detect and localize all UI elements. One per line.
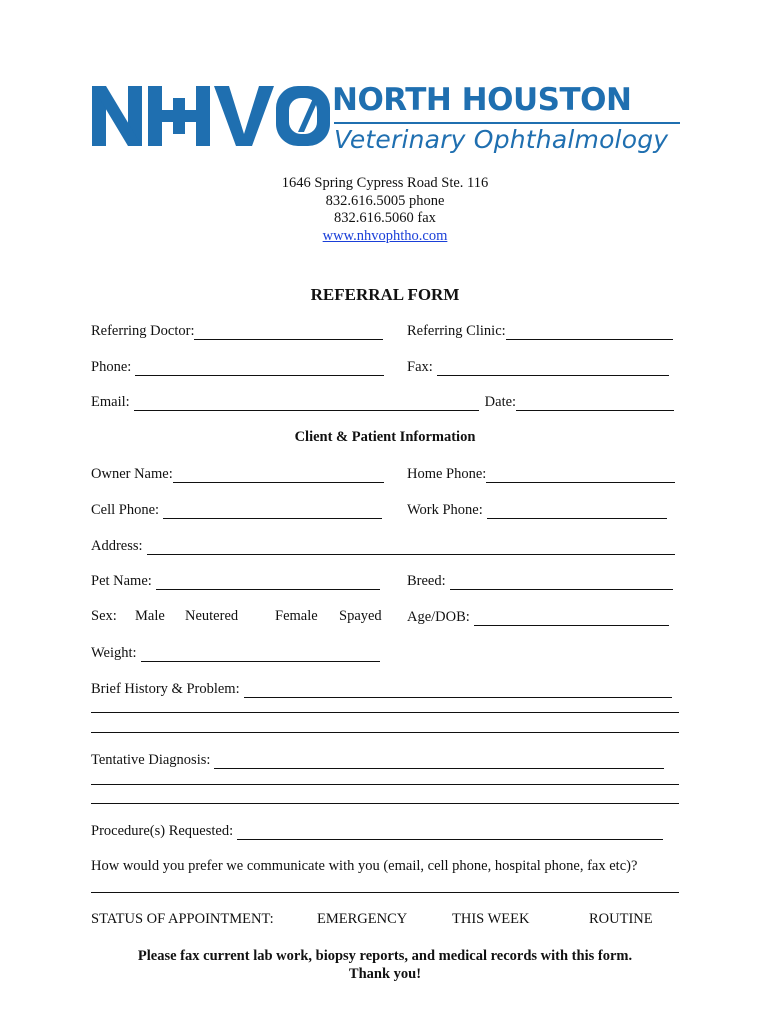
age-dob-line[interactable]	[474, 611, 669, 626]
cell-phone-line[interactable]	[163, 504, 382, 519]
breed-field[interactable]	[407, 572, 673, 590]
sex-option-neutered[interactable]: Neutered	[185, 608, 239, 624]
appointment-option-this-week[interactable]: THIS WEEK	[452, 911, 530, 927]
email-line[interactable]	[134, 396, 479, 411]
owner-name-field[interactable]	[91, 465, 384, 483]
referring-clinic-line[interactable]	[506, 325, 673, 340]
nhvo-logo-mark	[92, 82, 332, 150]
logo-divider	[334, 122, 680, 124]
email-field[interactable]	[91, 393, 674, 411]
form-title: REFERRAL FORM	[310, 285, 460, 304]
communicate-line[interactable]	[91, 892, 679, 893]
work-phone-label: Work Phone:	[407, 502, 483, 518]
website-link[interactable]: www.nhvophtho.com	[322, 227, 448, 244]
referring-doctor-line[interactable]	[194, 325, 383, 340]
logo-mark-text	[92, 82, 95, 83]
sex-label: Sex:	[91, 608, 117, 624]
work-phone-field[interactable]	[407, 501, 667, 519]
sex-option-spayed[interactable]: Spayed	[339, 608, 382, 624]
phone-line[interactable]	[135, 361, 384, 376]
email-label: Email:	[91, 394, 130, 410]
referring-clinic-label: Referring Clinic:	[407, 323, 506, 339]
breed-line[interactable]	[450, 575, 673, 590]
weight-label: Weight:	[91, 645, 137, 661]
logo-name-veterinary: Veterinary Ophthalmology	[334, 125, 669, 154]
home-phone-line[interactable]	[486, 468, 675, 483]
fax-label: Fax:	[407, 359, 433, 375]
footer-note-line1: Please fax current lab work, biopsy reports, and medical records with this form.	[137, 948, 633, 964]
history-line[interactable]	[244, 683, 672, 698]
appointment-option-emergency[interactable]: EMERGENCY	[317, 911, 408, 927]
home-phone-field[interactable]	[407, 465, 675, 483]
sex-option-male[interactable]: Male	[135, 608, 165, 624]
logo-name-north-houston: NORTH HOUSTON	[332, 82, 632, 118]
fax-field[interactable]	[407, 358, 669, 376]
procedures-line[interactable]	[237, 825, 663, 840]
history-line-2[interactable]	[91, 712, 679, 713]
address-label: Address:	[91, 538, 143, 554]
home-phone-label: Home Phone:	[407, 466, 487, 482]
pet-name-line[interactable]	[156, 575, 380, 590]
history-field[interactable]	[91, 680, 672, 698]
owner-name-label: Owner Name:	[91, 466, 173, 482]
diagnosis-line[interactable]	[214, 754, 664, 769]
address-phone: 832.616.5005 phone	[325, 192, 445, 209]
date-line[interactable]	[516, 396, 674, 411]
weight-field[interactable]	[91, 644, 380, 662]
referring-clinic-field[interactable]	[407, 322, 673, 340]
logo	[92, 82, 682, 162]
owner-name-line[interactable]	[173, 468, 384, 483]
pet-name-label: Pet Name:	[91, 573, 152, 589]
sex-option-female[interactable]: Female	[275, 608, 318, 624]
diagnosis-line-2[interactable]	[91, 784, 679, 785]
appointment-status-label: STATUS OF APPOINTMENT:	[91, 911, 274, 927]
address-street: 1646 Spring Cypress Road Ste. 116	[281, 175, 489, 191]
procedures-label: Procedure(s) Requested:	[91, 823, 234, 839]
referring-doctor-label: Referring Doctor:	[91, 323, 195, 339]
cell-phone-field[interactable]	[91, 501, 382, 519]
referring-doctor-field[interactable]	[91, 322, 383, 340]
footer-note-line2: Thank you!	[348, 966, 422, 982]
diagnosis-label: Tentative Diagnosis:	[91, 752, 211, 768]
date-label: Date:	[484, 394, 517, 410]
appointment-option-routine[interactable]: ROUTINE	[589, 911, 653, 927]
age-dob-label: Age/DOB:	[407, 609, 470, 625]
nhvo-logo-icon	[92, 82, 332, 150]
breed-label: Breed:	[407, 573, 446, 589]
procedures-field[interactable]	[91, 822, 663, 840]
age-dob-field[interactable]	[407, 608, 669, 626]
cell-phone-label: Cell Phone:	[91, 502, 160, 518]
work-phone-line[interactable]	[487, 504, 667, 519]
address-line[interactable]	[147, 540, 675, 555]
phone-label: Phone:	[91, 359, 132, 375]
history-label: Brief History & Problem:	[91, 681, 240, 697]
address-fax: 832.616.5060 fax	[334, 210, 436, 226]
fax-line[interactable]	[437, 361, 669, 376]
diagnosis-line-3[interactable]	[91, 803, 679, 804]
weight-line[interactable]	[141, 647, 380, 662]
footer-note	[0, 947, 770, 983]
phone-field[interactable]	[91, 358, 384, 376]
history-line-3[interactable]	[91, 732, 679, 733]
pet-name-field[interactable]	[91, 572, 380, 590]
address-block	[0, 175, 770, 245]
diagnosis-field[interactable]	[91, 751, 664, 769]
communicate-question: How would you prefer we communicate with you (email, cell phone, hospital phone, fax etc)?	[91, 858, 638, 874]
section-title: Client & Patient Information	[294, 429, 476, 445]
address-field[interactable]	[91, 537, 675, 555]
